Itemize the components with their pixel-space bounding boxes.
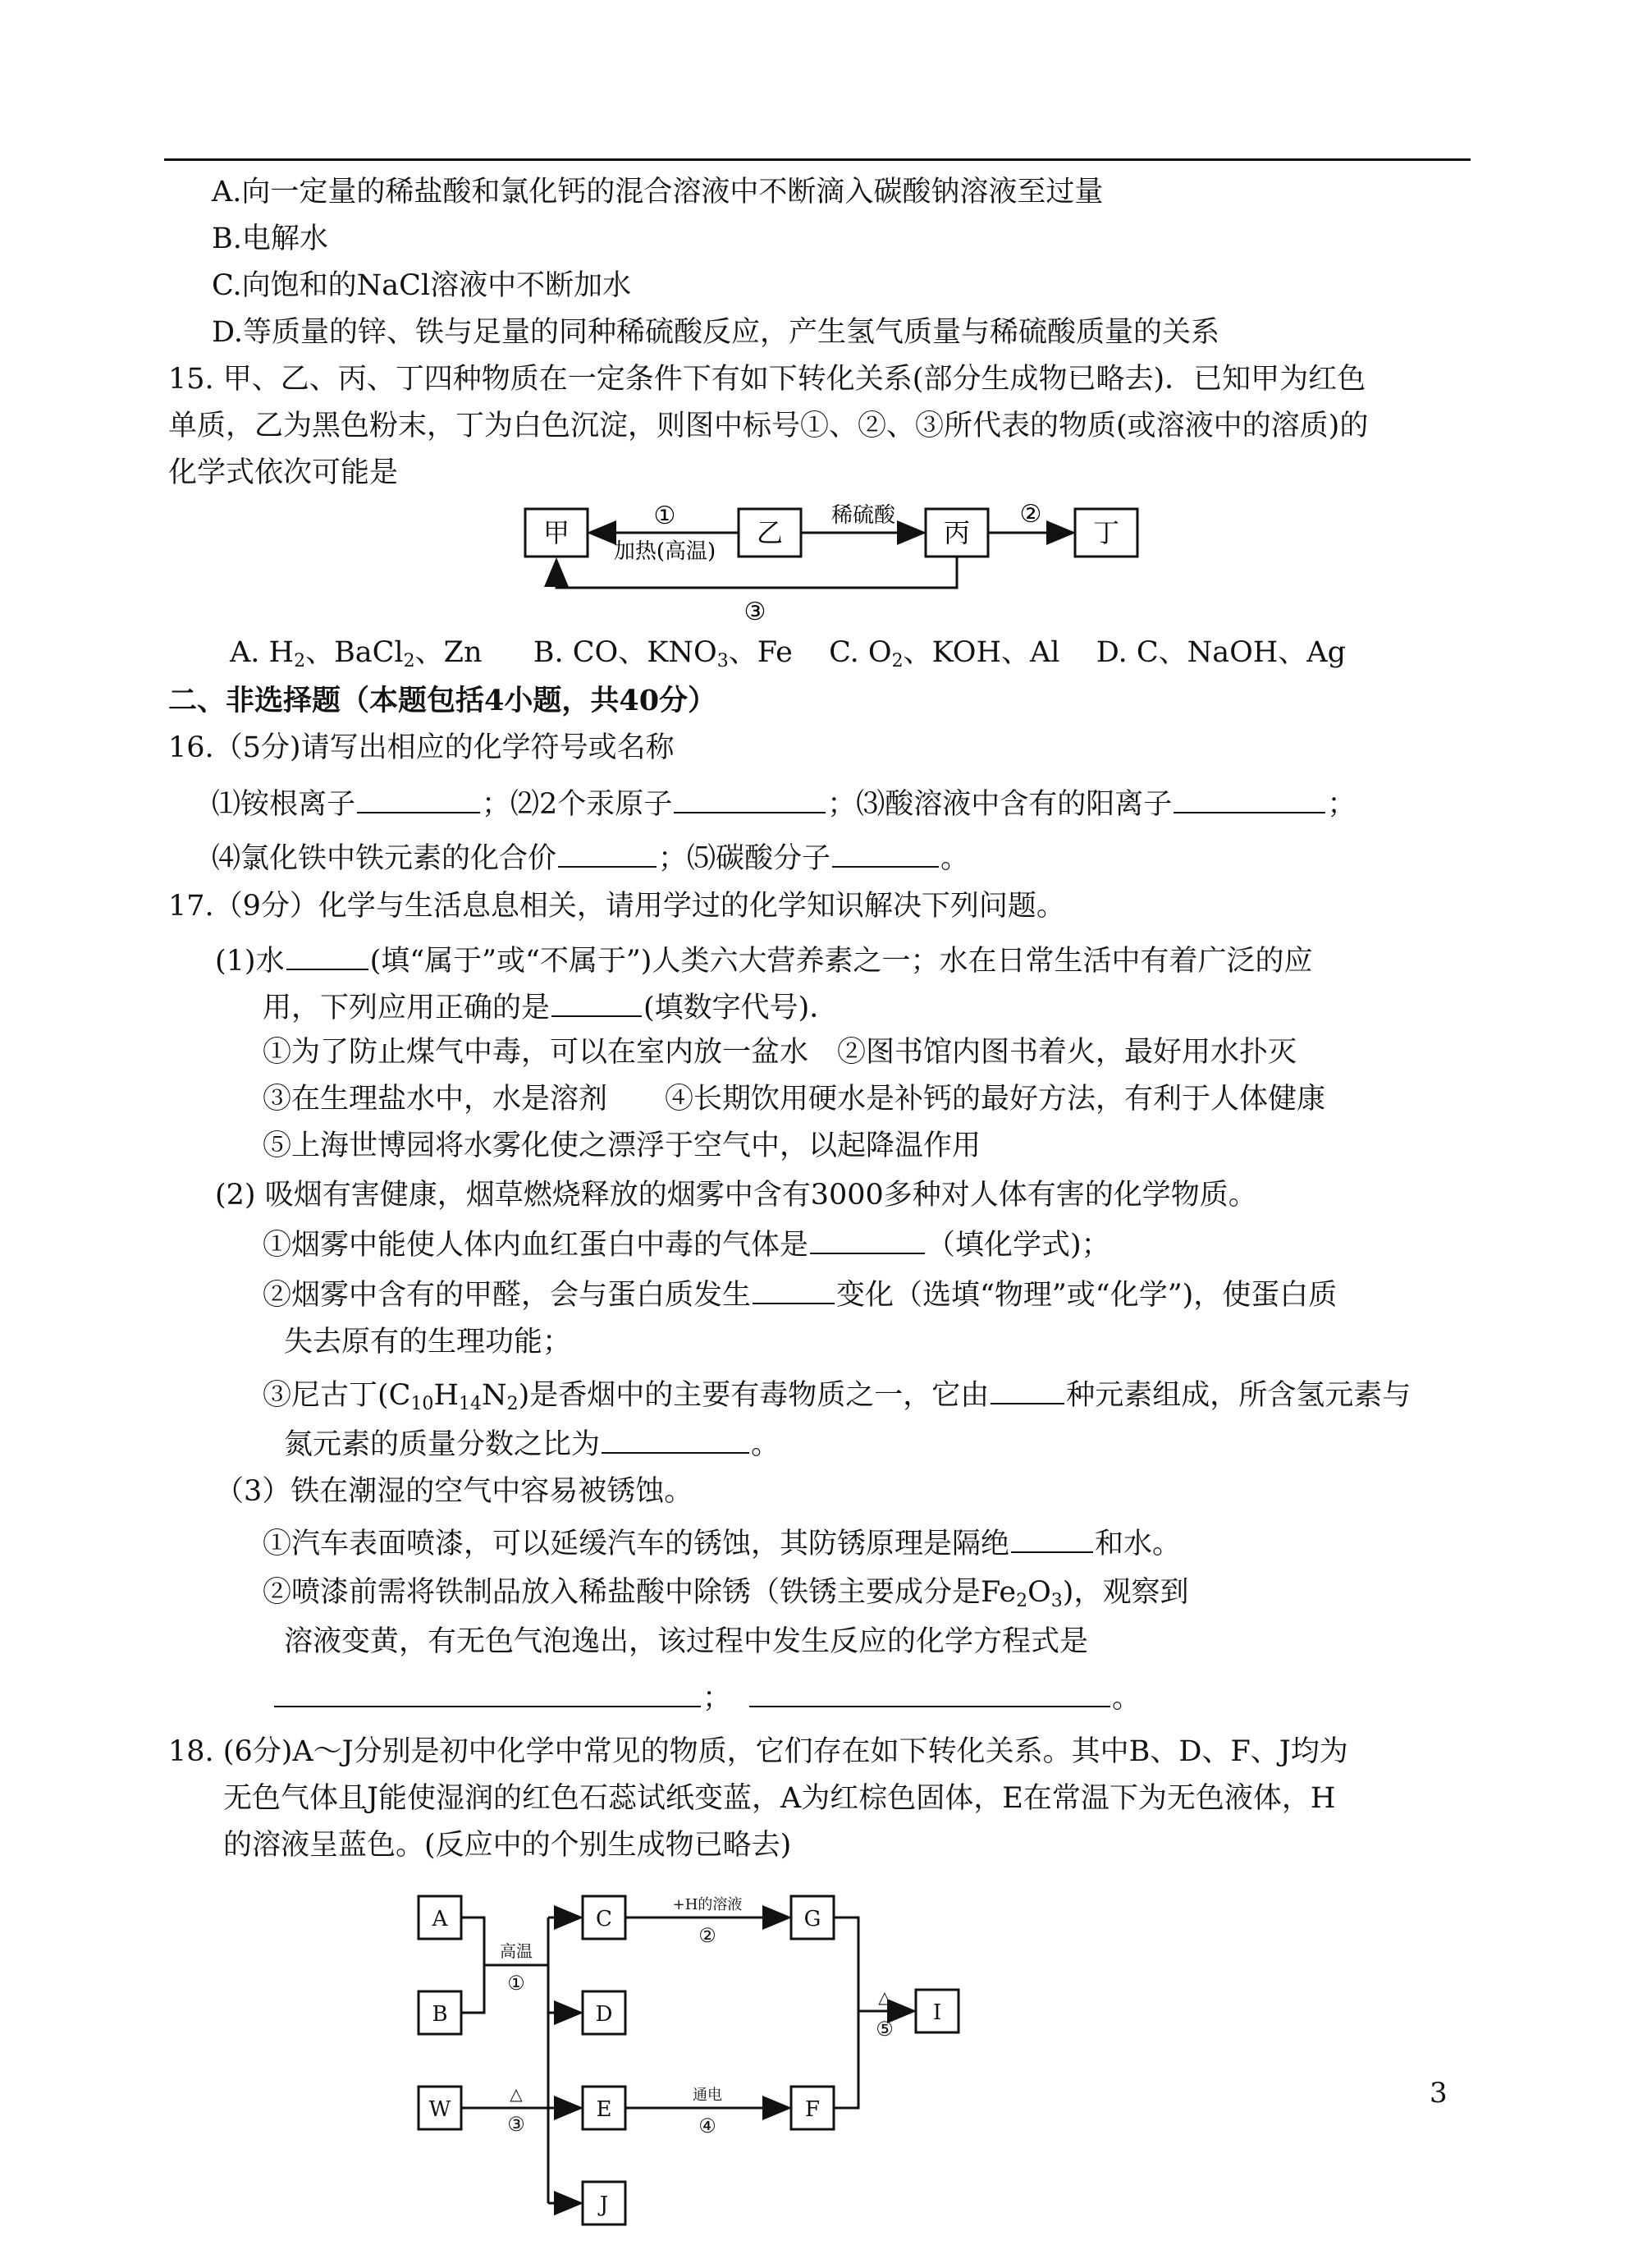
q18-line-1: 18. (6分)A～J分别是初中化学中常见的物质，它们存在如下转化关系。其中B、D、F、J均为 xyxy=(168,1735,1348,1768)
blank-equation-2[interactable] xyxy=(749,1678,1110,1707)
q17-item-2: ③在生理盐水中，水是溶剂 ④长期饮用硬水是补钙的最好方法，有利于人体健康 xyxy=(263,1083,1326,1116)
label-n2: ② xyxy=(698,1924,716,1947)
box-ding-label: 丁 xyxy=(1092,517,1120,548)
q14-option-c: C.向饱和的NaCl溶液中不断加水 xyxy=(212,269,632,302)
q14-option-a: A.向一定量的稀盐酸和氯化钙的混合溶液中不断滴入碳酸钠溶液至过量 xyxy=(212,176,1104,208)
q17-s1-line-2: 用，下列应用正确的是 (填数字代号)． xyxy=(263,987,838,1026)
label-g: G xyxy=(803,1907,821,1931)
q16-row-2: ⑷氯化铁中铁元素的化合价 ；⑸碳酸分子 。 xyxy=(212,838,969,877)
blank-ammonium[interactable] xyxy=(357,784,480,813)
blank-isolate[interactable] xyxy=(1011,1523,1093,1553)
label-1: ① xyxy=(653,502,676,530)
label-a: A xyxy=(432,1907,448,1931)
label-n1: ① xyxy=(507,1972,525,1995)
q17-s3: （3）铁在潮湿的空气中容易被锈蚀。 xyxy=(215,1475,693,1508)
q15-line-3: 化学式依次可能是 xyxy=(168,456,399,489)
q17-s3-2: ②喷漆前需将铁制品放入稀盐酸中除锈（铁锈主要成分是$Fe_2O_3$)，观察到 xyxy=(263,1576,1189,1611)
label-heat: 加热(高温) xyxy=(613,539,716,564)
label-e: E xyxy=(596,2097,612,2122)
q17-s2: (2) 吸烟有害健康，烟草燃烧释放的烟雾中含有3000多种对人体有害的化学物质。 xyxy=(215,1179,1257,1212)
q17-s3-2-cont: 溶液变黄，有无色气泡逸出，该过程中发生反应的化学方程式是 xyxy=(284,1625,1089,1658)
q16-row-1: ⑴铵根离子 ；⑵2个汞原子 ；⑶酸溶液中含有的阳离子 ； xyxy=(212,784,1356,822)
q17-item-1: ①为了防止煤气中毒，可以在室内放一盆水 ②图书馆内图书着火，最好用水扑灭 xyxy=(263,1036,1297,1069)
label-f: F xyxy=(804,2097,821,2122)
q17-s2-1: ①烟雾中能使人体内血红蛋白中毒的气体是 （填化学式)； xyxy=(263,1225,1110,1263)
bracket-gf xyxy=(834,1917,858,2108)
label-n3: ③ xyxy=(507,2113,525,2136)
blank-element-count[interactable] xyxy=(991,1375,1064,1404)
label-delta-5: △ xyxy=(878,1987,891,2007)
blank-mercury[interactable] xyxy=(674,784,826,813)
q17-title: 17.（9分）化学与生活息息相关，请用学过的化学知识解决下列问题。 xyxy=(168,890,1065,923)
blank-cation[interactable] xyxy=(1174,784,1325,813)
q17-s2-3-cont: 氮元素的质量分数之比为 。 xyxy=(284,1424,780,1463)
blank-water-nutrient[interactable] xyxy=(286,941,368,970)
label-3: ③ xyxy=(744,598,766,626)
label-b: B xyxy=(432,2002,448,2027)
box-jia-label: 甲 xyxy=(542,517,570,548)
label-i: I xyxy=(932,2000,942,2025)
page-number: 3 xyxy=(1430,2077,1448,2110)
label-d: D xyxy=(595,2002,613,2027)
label-c: C xyxy=(596,1907,612,1931)
top-rule xyxy=(164,158,1471,161)
q17-s3-1: ①汽车表面喷漆，可以延缓汽车的锈蚀，其防锈原理是隔绝 和水。 xyxy=(263,1523,1181,1562)
label-acid: 稀硫酸 xyxy=(830,503,896,528)
label-n4: ④ xyxy=(698,2115,716,2137)
section-2-heading: 二、非选择题（本题包括4小题，共40分） xyxy=(168,684,717,717)
label-2: ② xyxy=(1019,500,1042,529)
q18-diagram xyxy=(402,1880,993,2241)
box-yi-label: 乙 xyxy=(756,517,784,548)
q14-option-d: D.等质量的锌、铁与足量的同种稀硫酸反应，产生氢气质量与稀硫酸质量的关系 xyxy=(212,316,1219,349)
blank-water-use[interactable] xyxy=(551,987,642,1017)
box-bing-label: 丙 xyxy=(943,517,971,548)
label-j: J xyxy=(599,2192,609,2217)
q15-diagram xyxy=(509,493,1141,640)
blank-mass-ratio[interactable] xyxy=(602,1424,749,1454)
label-delta-3: △ xyxy=(510,2084,523,2104)
q17-item-3: ⑤上海世博园将水雾化使之漂浮于空气中，以起降温作用 xyxy=(263,1129,981,1162)
label-high-temp: 高温 xyxy=(500,1941,533,1961)
blank-change[interactable] xyxy=(753,1275,835,1304)
q18-line-3: 的溶液呈蓝色。(反应中的个别生成物已略去) xyxy=(223,1829,792,1862)
label-electrolysis: 通电 xyxy=(693,2087,722,2104)
q17-s2-2-cont: 失去原有的生理功能； xyxy=(284,1326,572,1359)
label-h-solution: +H的溶液 xyxy=(672,1896,743,1913)
q17-s2-3: ③尼古丁$(C_{10}H_{14}N_2)$是香烟中的主要有毒物质之一，它由 种元素组成，所含氢元素与 xyxy=(263,1375,1411,1413)
blank-toxic-gas[interactable] xyxy=(810,1225,925,1254)
blank-equation-1[interactable] xyxy=(274,1678,701,1707)
q17-s2-2: ②烟雾中含有的甲醛，会与蛋白质发生 变化（选填“物理”或“化学”)，使蛋白质 xyxy=(263,1275,1337,1313)
label-n5: ⑤ xyxy=(876,2018,894,2041)
q17-s1-line-1: (1)水 (填“属于”或“不属于”)人类六大营养素之一；水在日常生活中有着广泛的应 xyxy=(215,941,1312,979)
q15-line-1: 15. 甲、乙、丙、丁四种物质在一定条件下有如下转化关系(部分生成物已略去)．已知甲为红色 xyxy=(168,363,1366,396)
blank-valence[interactable] xyxy=(558,838,657,868)
q15-line-2: 单质，乙为黑色粉末，丁为白色沉淀，则图中标号①、②、③所代表的物质(或溶液中的溶质)的 xyxy=(168,410,1369,442)
blank-carbonic[interactable] xyxy=(832,838,939,868)
bracket-ab xyxy=(461,1917,484,2013)
q15-options: A. $H_2$、BaCl$_2$、Zn B. CO、$KNO_3$、Fe C. $O_2$、KOH、Al D. C、NaOH、Ag xyxy=(230,636,1346,671)
q17-equations: ； 。 xyxy=(272,1678,1141,1716)
q16-title: 16.（5分)请写出相应的化学符号或名称 xyxy=(168,731,675,764)
label-w: W xyxy=(428,2097,451,2122)
q14-option-b: B.电解水 xyxy=(212,222,328,255)
q18-line-2: 无色气体且J能使湿润的红色石蕊试纸变蓝，A为红棕色固体，E在常温下为无色液体，H xyxy=(223,1782,1336,1815)
